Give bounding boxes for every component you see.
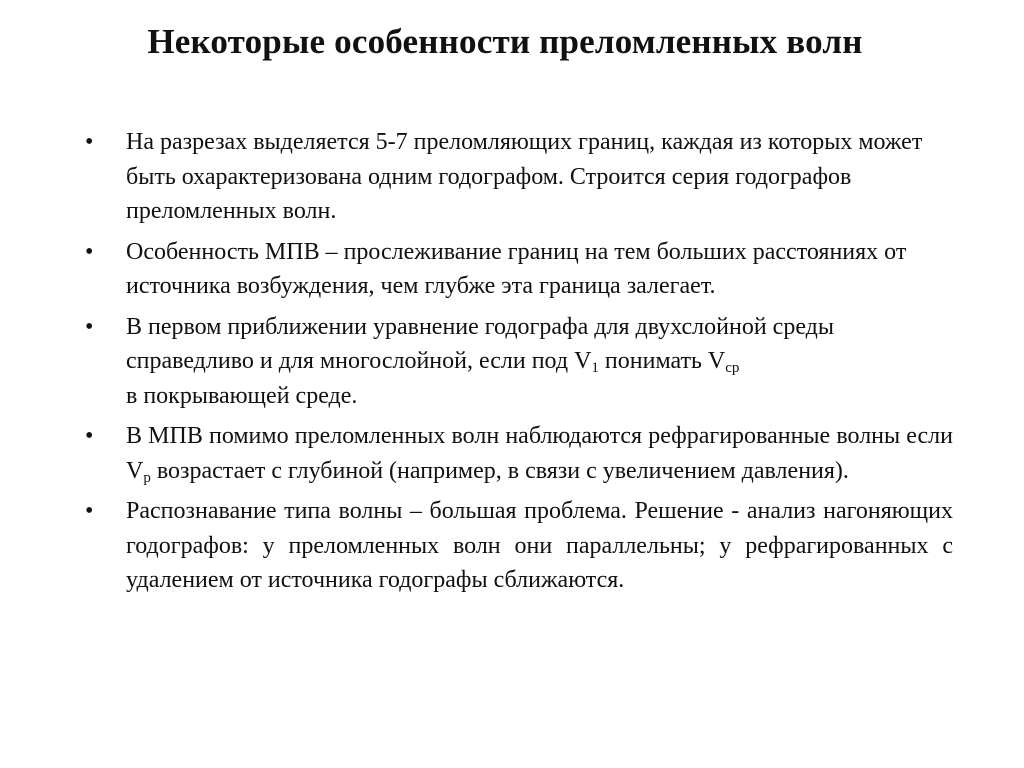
bullet-3-part-1: В первом приближении уравнение годографа для двухслойной среды справедливо и для многослойной, если под V <box>126 313 834 374</box>
bullet-3-part-3: в покрывающей среде. <box>126 382 358 409</box>
bullet-item-5 <box>85 494 953 598</box>
bullet-text-3 <box>126 310 953 414</box>
bullet-marker: • <box>85 498 94 524</box>
bullet-marker: • <box>85 238 94 265</box>
bullet-marker: • <box>85 129 94 155</box>
bullet-4-part-1: В МПВ помимо преломленных волн наблюдаются рефрагированные волны если V <box>126 423 953 484</box>
bullet-item-3 <box>85 310 953 414</box>
bullet-3-subscript-2: ср <box>725 360 740 376</box>
bullet-3-part-2: понимать V <box>598 348 726 374</box>
bullet-item-2 <box>85 235 953 304</box>
bullet-text-4 <box>126 419 953 488</box>
bullet-item-1 <box>85 125 953 229</box>
bullet-marker: • <box>85 423 94 449</box>
bullet-4-part-2: возрастает с глубиной (например, в связи с увеличением давления). <box>150 457 849 484</box>
bullet-item-4 <box>85 419 953 488</box>
bullet-text-2: Особенность МПВ – прослеживание границ на тем больших расстояниях от источника возбуждения, чем глубже эта граница залегает. <box>126 238 907 299</box>
bullet-text-1: На разрезах выделяется 5-7 преломляющих границ, каждая из которых может быть охарактеризована одним годографом. Строится серия годографов преломленных волн. <box>126 129 923 224</box>
bullet-3-subscript-1: 1 <box>591 360 599 376</box>
bullet-text-5: Распознавание типа волны – большая проблема. Решение - анализ нагоняющих годографов: у преломленных волн они параллельны; у рефрагированных с удалением от источника годографы сближаются. <box>126 498 953 593</box>
bullet-marker: • <box>85 313 94 340</box>
bullet-4-subscript-1: р <box>143 469 151 486</box>
slide-title: Некоторые особенности преломленных волн <box>147 22 863 61</box>
bullet-list <box>85 125 953 604</box>
